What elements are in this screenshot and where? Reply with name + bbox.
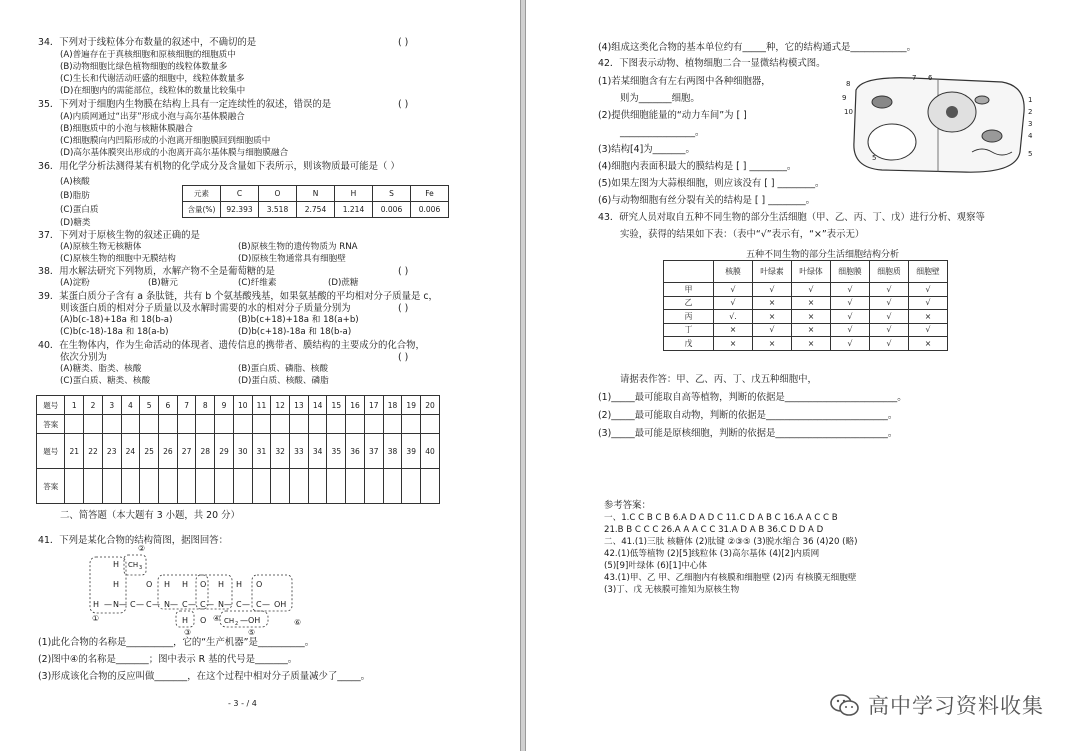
svg-text:O: O — [256, 580, 263, 589]
table-row — [183, 186, 449, 202]
table-cell — [177, 415, 196, 434]
svg-text:—: — — [170, 600, 178, 609]
table-cell: √. — [714, 310, 753, 324]
table-cell: 丁 — [664, 323, 714, 337]
table-row — [664, 261, 948, 283]
table-row — [37, 434, 440, 469]
table-cell — [290, 469, 309, 504]
table-cell — [308, 415, 327, 434]
svg-text:—: — — [188, 600, 196, 609]
q40-stem-2: 依次分别为 — [60, 352, 107, 363]
table-cell: 15 — [327, 396, 346, 415]
table-cell: √ — [753, 283, 792, 297]
svg-text:O: O — [146, 580, 153, 589]
table-row — [664, 310, 948, 324]
svg-text:H: H — [182, 616, 189, 625]
ref-line-7: (3)丁、戊 无核膜可推知为原核生物 — [604, 585, 740, 595]
table-cell: 题号 — [37, 434, 65, 469]
table-cell: √ — [909, 296, 948, 310]
q40-opt-a: (A)糖类、脂类、核酸 — [60, 364, 142, 374]
table-cell: 39 — [402, 434, 421, 469]
q36-opt-b: (B)脂肪 — [60, 191, 90, 201]
q43-table-title: 五种不同生物的部分生活细胞结构分析 — [746, 250, 900, 260]
q42-sub-4: (4)细胞内表面积最大的膜结构是 [ ] ________。 — [598, 161, 797, 172]
table-row — [664, 337, 948, 351]
table-cell: 元素 — [183, 186, 221, 202]
table-cell — [177, 469, 196, 504]
table-cell: 答案 — [37, 469, 65, 504]
table-cell: 13 — [290, 396, 309, 415]
svg-text:N: N — [113, 600, 119, 609]
table-cell: 17 — [364, 396, 383, 415]
q34-opt-c: (C)生长和代谢活动旺盛的细胞中，线粒体数量多 — [60, 74, 245, 84]
svg-text:O: O — [200, 616, 207, 625]
table-cell: 4 — [121, 396, 140, 415]
svg-text:⑥: ⑥ — [294, 618, 302, 627]
table-cell: C — [221, 186, 259, 202]
table-cell: √ — [870, 310, 909, 324]
q40-opt-d: (D)蛋白质、核酸、磷脂 — [238, 376, 329, 386]
table-cell: 0.006 — [373, 202, 411, 218]
ref-line-1: 一、1.C C B C B 6.A D A D C 11.C D A B C 16.A A C C B — [604, 513, 838, 523]
table-cell: 戊 — [664, 337, 714, 351]
q38-opt-d: (D)蔗糖 — [328, 278, 359, 288]
svg-text:10: 10 — [844, 108, 853, 116]
table-cell — [308, 469, 327, 504]
svg-text:9: 9 — [842, 94, 847, 102]
table-cell: 细胞壁 — [909, 261, 948, 283]
table-cell — [215, 469, 234, 504]
table-cell: 11 — [252, 396, 271, 415]
table-cell: × — [909, 337, 948, 351]
table-cell: √ — [831, 310, 870, 324]
svg-text:H: H — [113, 560, 120, 569]
svg-text:8: 8 — [846, 80, 851, 88]
svg-text:②: ② — [138, 544, 146, 553]
cell-structure-table — [663, 260, 948, 351]
table-cell — [233, 415, 252, 434]
table-cell: 3.518 — [259, 202, 297, 218]
svg-text:2: 2 — [1028, 108, 1033, 116]
table-cell — [364, 469, 383, 504]
q36-opt-a: (A)核酸 — [60, 177, 90, 187]
table-cell: 7 — [177, 396, 196, 415]
watermark — [830, 690, 1044, 720]
table-row — [37, 469, 440, 504]
svg-text:—OH: —OH — [240, 616, 261, 625]
table-cell: 16 — [346, 396, 365, 415]
table-cell: 细胞质 — [870, 261, 909, 283]
table-cell: × — [714, 337, 753, 351]
svg-text:—: — — [206, 600, 214, 609]
table-cell: S — [373, 186, 411, 202]
q35-stem: 35．下列对于细胞内生物膜在结构上具有一定连续性的叙述，错误的是 — [38, 99, 332, 110]
q35-opt-a: (A)内质网通过“出芽”形成小泡与高尔基体膜融合 — [60, 112, 245, 122]
q39-opt-a: (A)b(c-18)+18a 和 18(b-a) — [60, 315, 173, 325]
table-row — [664, 296, 948, 310]
table-cell: √ — [870, 323, 909, 337]
svg-text:—: — — [242, 600, 250, 609]
q37-opt-b: (B)原核生物的遗传物质为 RNA — [238, 242, 358, 252]
ref-line-5: (5)[9]叶绿体 (6)[1]中心体 — [604, 561, 707, 571]
table-cell — [65, 415, 84, 434]
table-cell — [140, 469, 159, 504]
wechat-icon — [830, 693, 860, 717]
q41-sub-4: (4)组成这类化合物的基本单位约有_____种，它的结构通式是____________。 — [598, 42, 916, 53]
table-cell: 23 — [102, 434, 121, 469]
table-cell — [84, 415, 103, 434]
svg-text:③: ③ — [184, 628, 192, 637]
q37-stem: 37．下列对于原核生物的叙述正确的是 — [38, 230, 200, 241]
svg-text:4: 4 — [1028, 132, 1033, 140]
table-cell: 8 — [196, 396, 215, 415]
q37-opt-c: (C)原核生物的细胞中无膜结构 — [60, 254, 176, 264]
table-cell: 33 — [290, 434, 309, 469]
table-cell: 34 — [308, 434, 327, 469]
svg-text:①: ① — [92, 614, 100, 623]
table-cell: 37 — [364, 434, 383, 469]
table-cell: 36 — [346, 434, 365, 469]
q39-stem: 39．某蛋白质分子含有 a 条肽链，共有 b 个氨基酸残基，如果氨基酸的平均相对分子质量是 c， — [38, 291, 438, 302]
q35-opt-d: (D)高尔基体膜突出形成的小泡离开高尔基体膜与细胞膜融合 — [60, 148, 289, 158]
q41-sub-2: (2)图中④的名称是_______；图中表示 R 基的代号是_______。 — [38, 654, 298, 665]
q39-paren: ( ) — [398, 303, 409, 314]
table-cell: 24 — [121, 434, 140, 469]
q43-ask: 请据表作答：甲、乙、丙、丁、戊五种细胞中， — [620, 374, 817, 385]
table-cell — [346, 415, 365, 434]
svg-text:C: C — [182, 600, 188, 609]
table-cell — [346, 469, 365, 504]
table-cell: × — [909, 310, 948, 324]
q42-sub-2: (2)提供细胞能量的“动力车间”为 [ ] — [598, 110, 747, 121]
table-cell: 29 — [215, 434, 234, 469]
q42-sub-1: (1)若某细胞含有左右两图中各种细胞器， — [598, 76, 771, 87]
table-cell: 32 — [271, 434, 290, 469]
table-cell — [327, 469, 346, 504]
table-cell: 21 — [65, 434, 84, 469]
table-cell — [252, 415, 271, 434]
right-page — [526, 0, 1080, 751]
q37-opt-a: (A)原核生物无核糖体 — [60, 242, 142, 252]
table-cell: 细胞膜 — [831, 261, 870, 283]
svg-text:C: C — [146, 600, 152, 609]
table-cell — [121, 469, 140, 504]
svg-text:—: — — [152, 600, 160, 609]
q43-stem-2: 实验，获得的结果如下表：（表中“√”表示有，“×”表示无） — [620, 229, 865, 240]
table-cell: 38 — [383, 434, 402, 469]
table-cell — [271, 469, 290, 504]
table-cell: × — [792, 310, 831, 324]
element-table — [182, 185, 449, 218]
table-cell: √ — [831, 337, 870, 351]
q40-opt-b: (B)蛋白质、磷脂、核酸 — [238, 364, 328, 374]
table-cell: 核膜 — [714, 261, 753, 283]
table-cell: × — [792, 323, 831, 337]
table-cell: √ — [831, 296, 870, 310]
table-cell: √ — [753, 323, 792, 337]
table-cell: √ — [870, 283, 909, 297]
ref-line-2: 21.B B C C C 26.A A A C C 31.A D A B 36.C D D A D — [604, 525, 824, 535]
table-cell: 19 — [402, 396, 421, 415]
q36-stem: 36．用化学分析法测得某有机物的化学成分及含量如下表所示，则该物质最可能是（ ） — [38, 161, 400, 172]
svg-text:C: C — [200, 600, 206, 609]
table-cell — [196, 415, 215, 434]
svg-text:—: — — [136, 600, 144, 609]
q34-paren: ( ) — [398, 37, 409, 48]
q42-sub-5: (5)如果左图为大蒜根细胞，则应该没有 [ ] ________。 — [598, 178, 825, 189]
table-cell — [290, 415, 309, 434]
ref-line-4: 42.(1)低等植物 (2)[5]线粒体 (3)高尔基体 (4)[2]内质网 — [604, 549, 820, 559]
table-cell: 28 — [196, 434, 215, 469]
ref-line-3: 二、41.(1)三肽 核糖体 (2)肽键 ②③⑤ (3)脱水缩合 36 (4)20 (略) — [604, 537, 858, 547]
table-cell: 22 — [84, 434, 103, 469]
table-cell: √ — [870, 296, 909, 310]
table-cell — [159, 469, 178, 504]
q41-sub-1: (1)此化合物的名称是__________，它的“生产机器”是__________。 — [38, 637, 315, 648]
svg-text:C: C — [256, 600, 262, 609]
table-cell: 6 — [159, 396, 178, 415]
svg-text:—: — — [119, 600, 127, 609]
svg-text:3: 3 — [139, 565, 143, 571]
svg-text:H: H — [113, 580, 120, 589]
q41-sub-3: (3)形成该化合物的反应叫做_______，在这个过程中相对分子质量减少了_____。 — [38, 671, 371, 682]
answer-table — [36, 395, 440, 504]
svg-text:H: H — [93, 600, 100, 609]
page-number: - 3 - / 4 — [228, 699, 257, 708]
table-cell: 答案 — [37, 415, 65, 434]
table-cell — [364, 415, 383, 434]
q38-opt-c: (C)纤维素 — [238, 278, 277, 288]
table-cell: 3 — [102, 396, 121, 415]
table-row — [664, 323, 948, 337]
table-cell: H — [335, 186, 373, 202]
table-cell: 20 — [421, 396, 440, 415]
q40-paren: ( ) — [398, 352, 409, 363]
table-cell: 35 — [327, 434, 346, 469]
table-cell — [252, 469, 271, 504]
q43-sub-3: (3)_____最可能是原核细胞，判断的依据是________________________。 — [598, 428, 898, 439]
q38-opt-a: (A)淀粉 — [60, 278, 90, 288]
table-cell — [421, 415, 440, 434]
q39-opt-d: (D)b(c+18)-18a 和 18(b-a) — [238, 327, 352, 337]
table-cell: 14 — [308, 396, 327, 415]
q43-sub-2: (2)_____最可能取自动物，判断的依据是__________________________。 — [598, 410, 898, 421]
svg-text:C: C — [236, 600, 242, 609]
table-cell: × — [792, 296, 831, 310]
svg-text:CH: CH — [224, 617, 235, 625]
table-cell: 9 — [215, 396, 234, 415]
table-cell — [383, 469, 402, 504]
table-cell — [327, 415, 346, 434]
table-cell: 1.214 — [335, 202, 373, 218]
table-cell: Fe — [411, 186, 449, 202]
table-cell — [65, 469, 84, 504]
table-row — [183, 202, 449, 218]
table-cell: 叶绿体 — [792, 261, 831, 283]
svg-text:7: 7 — [912, 74, 917, 82]
q42-sub-2b: ________________。 — [620, 127, 705, 138]
table-cell: 26 — [159, 434, 178, 469]
table-cell — [102, 415, 121, 434]
table-cell: 乙 — [664, 296, 714, 310]
table-cell: 10 — [233, 396, 252, 415]
svg-text:6: 6 — [928, 74, 933, 82]
svg-text:5: 5 — [1028, 150, 1033, 158]
table-cell: × — [753, 296, 792, 310]
q34-opt-b: (B)动物细胞比绿色植物细胞的线粒体数量多 — [60, 62, 228, 72]
svg-text:④: ④ — [213, 614, 221, 623]
section-2-heading: 二、简答题（本大题有 3 小题，共 20 分） — [60, 510, 240, 521]
svg-text:CH: CH — [128, 561, 139, 569]
left-page — [0, 0, 520, 751]
table-cell — [233, 469, 252, 504]
svg-text:OH: OH — [274, 600, 287, 609]
q38-stem: 38．用水解法研究下列物质，水解产物不全是葡萄糖的是 — [38, 266, 275, 277]
table-cell: 31 — [252, 434, 271, 469]
table-cell: 12 — [271, 396, 290, 415]
table-cell: 27 — [177, 434, 196, 469]
q39-stem-2: 则该蛋白质的相对分子质量以及水解时需要的水的相对分子质量分别为 — [60, 303, 351, 314]
q36-opt-d: (D)糖类 — [60, 218, 91, 228]
table-cell — [121, 415, 140, 434]
q35-opt-b: (B)细胞质中的小泡与核糖体膜融合 — [60, 124, 193, 134]
table-cell — [402, 469, 421, 504]
table-cell — [271, 415, 290, 434]
svg-text:—: — — [262, 600, 270, 609]
table-cell: 1 — [65, 396, 84, 415]
q39-opt-b: (B)b(c+18)+18a 和 18(a+b) — [238, 315, 359, 325]
q42-sub-3: (3)结构[4]为_______。 — [598, 144, 695, 155]
table-cell — [196, 469, 215, 504]
table-cell — [421, 469, 440, 504]
table-cell: 18 — [383, 396, 402, 415]
table-cell: × — [792, 337, 831, 351]
q42-stem: 42．下图表示动物、植物细胞二合一显微结构模式图。 — [598, 58, 826, 69]
table-cell — [102, 469, 121, 504]
peptide-structure-diagram — [88, 544, 368, 637]
q38-opt-b: (B)糖元 — [148, 278, 178, 288]
table-cell: 25 — [140, 434, 159, 469]
q40-opt-c: (C)蛋白质、糖类、核酸 — [60, 376, 151, 386]
q36-opt-c: (C)蛋白质 — [60, 205, 99, 215]
table-row — [37, 415, 440, 434]
table-cell: 叶绿素 — [753, 261, 792, 283]
table-cell — [140, 415, 159, 434]
svg-text:H: H — [236, 580, 243, 589]
svg-text:H: H — [218, 580, 225, 589]
svg-text:⑤: ⑤ — [248, 628, 256, 637]
table-cell: 0.006 — [411, 202, 449, 218]
table-cell: O — [259, 186, 297, 202]
table-cell: √ — [909, 323, 948, 337]
q35-opt-c: (C)细胞膜向内凹陷形成的小泡离开细胞膜回到细胞质中 — [60, 136, 271, 146]
q40-stem: 40．在生物体内，作为生命活动的体现者、遗传信息的携带者、膜结构的主要成分的化合物， — [38, 340, 425, 351]
table-cell: N — [297, 186, 335, 202]
watermark-text: 高中学习资料收集 — [868, 694, 1044, 718]
table-cell: 含量(%) — [183, 202, 221, 218]
q37-opt-d: (D)原核生物通常具有细胞壁 — [238, 254, 346, 264]
table-cell: × — [753, 337, 792, 351]
svg-text:2: 2 — [235, 621, 239, 627]
table-cell: √ — [909, 283, 948, 297]
table-cell: 30 — [233, 434, 252, 469]
table-cell — [84, 469, 103, 504]
q42-sub-6: (6)与动物细胞有丝分裂有关的结构是 [ ] ________。 — [598, 195, 816, 206]
q42-sub-1b: 则为_______细胞。 — [620, 93, 700, 104]
table-cell — [402, 415, 421, 434]
table-cell: √ — [714, 296, 753, 310]
q41-stem: 41．下列是某化合物的结构简图，据图回答： — [38, 535, 229, 546]
table-cell: × — [753, 310, 792, 324]
table-cell: √ — [831, 323, 870, 337]
svg-text:C: C — [130, 600, 136, 609]
table-row — [37, 396, 440, 415]
svg-text:H: H — [164, 580, 171, 589]
ref-line-6: 43.(1)甲、乙 甲、乙细胞内有核膜和细胞壁 (2)丙 有核膜无细胞壁 — [604, 573, 857, 583]
ref-title: 参考答案： — [604, 500, 651, 511]
table-cell — [215, 415, 234, 434]
q34-opt-a: (A)普遍存在于真核细胞和原核细胞的细胞质中 — [60, 50, 236, 60]
q34-stem: 34．下列对于线粒体分布数量的叙述中，不确切的是 — [38, 37, 257, 48]
svg-text:H: H — [182, 580, 189, 589]
svg-text:N: N — [164, 600, 170, 609]
table-cell: √ — [870, 337, 909, 351]
q34-opt-d: (D)在细胞内的需能部位，线粒体的数量比较集中 — [60, 86, 246, 96]
q38-paren: ( ) — [398, 266, 409, 277]
table-cell: 5 — [140, 396, 159, 415]
table-cell — [159, 415, 178, 434]
table-cell: × — [714, 323, 753, 337]
svg-text:—: — — [224, 600, 232, 609]
svg-text:N: N — [218, 600, 224, 609]
table-cell: 丙 — [664, 310, 714, 324]
q35-paren: ( ) — [398, 99, 409, 110]
table-cell: 92.393 — [221, 202, 259, 218]
table-cell: √ — [831, 283, 870, 297]
svg-text:5: 5 — [872, 154, 877, 162]
cell-structure-diagram — [842, 72, 1038, 180]
q43-sub-1: (1)_____最可能取自高等植物，判断的依据是________________________。 — [598, 392, 907, 403]
svg-text:1: 1 — [1028, 96, 1033, 104]
table-cell — [383, 415, 402, 434]
svg-text:—: — — [104, 600, 112, 609]
table-row — [664, 283, 948, 297]
table-cell: √ — [792, 283, 831, 297]
q43-stem: 43．研究人员对取自五种不同生物的部分生活细胞（甲、乙、丙、丁、戊）进行分析、观察等 — [598, 212, 985, 223]
svg-text:3: 3 — [1028, 120, 1033, 128]
svg-text:O: O — [200, 580, 207, 589]
q39-opt-c: (C)b(c-18)-18a 和 18(a-b) — [60, 327, 169, 337]
table-cell: 题号 — [37, 396, 65, 415]
table-cell: 2 — [84, 396, 103, 415]
table-cell — [664, 261, 714, 283]
table-cell: √ — [714, 283, 753, 297]
table-cell: 2.754 — [297, 202, 335, 218]
table-cell: 40 — [421, 434, 440, 469]
table-cell: 甲 — [664, 283, 714, 297]
